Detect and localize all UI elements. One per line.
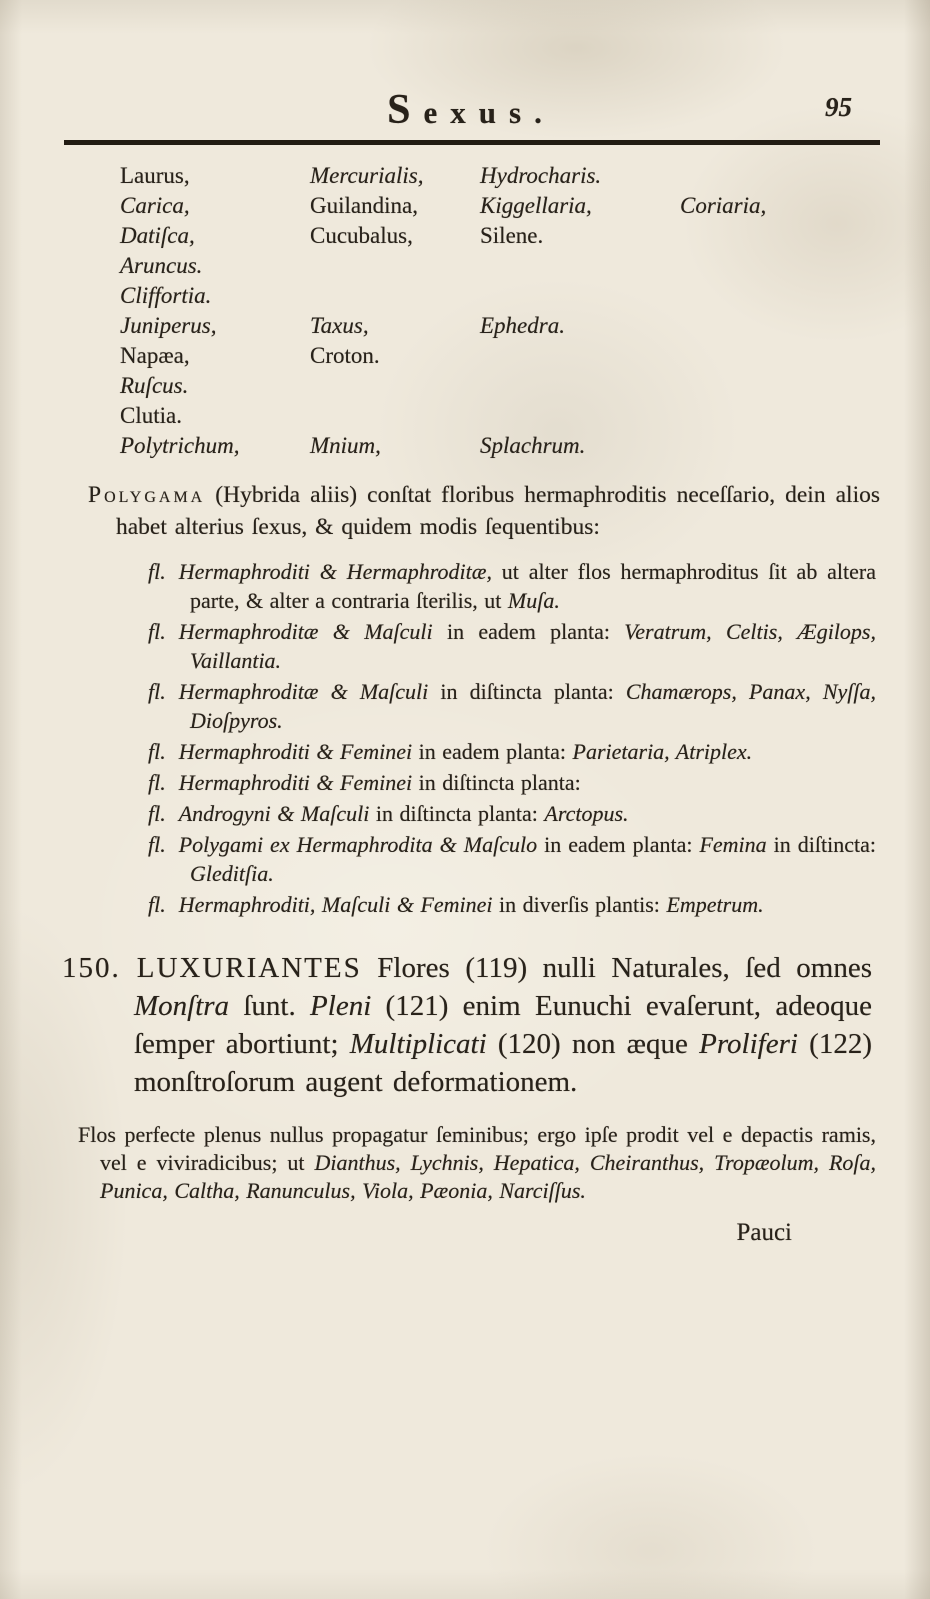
fl-label: fl.	[148, 679, 166, 704]
text-segment: Veratrum, Celtis, Ægilops, Vaillantia.	[190, 619, 876, 673]
text-segment: Empetrum.	[666, 892, 764, 917]
text-segment: in eadem planta:	[412, 739, 573, 764]
text-segment: Femina	[699, 832, 767, 857]
fl-text	[179, 892, 764, 917]
genera-table	[120, 161, 880, 461]
genera-row	[120, 221, 880, 251]
genera-row	[120, 161, 880, 191]
text-segment: Hermaphroditæ & Maſculi	[178, 619, 433, 644]
text-segment: (121) enim Eunuchi evaſerunt, adeoque ſemper abortiunt;	[134, 990, 872, 1060]
genus-name: Splachrum.	[480, 433, 586, 458]
text-segment: Dianthus, Lychnis, Hepatica, Cheiranthus, Tropæolum, Roſa, Punica, Caltha, Ranunculus, Viola, Pæonia, Narciſſus.	[100, 1150, 876, 1203]
fl-item	[148, 557, 876, 615]
text-segment: Chamærops, Panax, Nyſſa, Dioſpyros.	[190, 679, 876, 733]
text-segment: Gleditſia.	[190, 861, 274, 886]
genus-name: Carica,	[120, 193, 190, 218]
genus-name: Taxus,	[310, 313, 369, 338]
section-150-text	[134, 952, 872, 1098]
genus-name: Mercurialis,	[310, 163, 424, 188]
fl-text	[179, 679, 876, 733]
text-segment: Flos perfecte plenus nullus propagatur ſeminibus; ergo ipſe prodit vel e depactis ramis, vel e viviradicibus; ut	[78, 1122, 876, 1175]
fl-text	[179, 832, 876, 886]
fl-text	[179, 559, 876, 613]
fl-item	[148, 737, 876, 766]
genus-name: Laurus,	[120, 163, 190, 188]
genus-name: Datiſca,	[120, 223, 195, 248]
fl-label: fl.	[148, 892, 166, 917]
genus-name: Mnium,	[310, 433, 381, 458]
fl-item	[148, 617, 876, 675]
fl-label: fl.	[148, 559, 166, 584]
polygama-modes-list	[62, 557, 880, 919]
text-segment: Hermaphroditi & Feminei	[178, 770, 413, 795]
text-segment: Polygami ex Hermaphrodita & Maſculo	[178, 832, 538, 857]
genera-row	[120, 431, 880, 461]
text-segment: (Hybrida aliis) conſtat floribus hermaphroditis neceſſario, dein alios habet alterius ſexus, & quidem modis ſequentibus:	[116, 482, 880, 540]
genus-name: Cucubalus,	[310, 223, 413, 248]
genus-name: Guilandina,	[310, 193, 418, 218]
fl-label: fl.	[148, 739, 166, 764]
text-segment: Multiplicati	[349, 1028, 487, 1060]
text-segment: ut alter flos hermaphroditus ſit ab altera parte, & alter a contraria ſterilis, ut	[190, 559, 877, 613]
text-segment: in diſtincta planta:	[428, 679, 626, 704]
genus-name: Napæa,	[120, 343, 190, 368]
text-segment: Androgyni & Maſculi	[178, 801, 370, 826]
fl-label: fl.	[148, 801, 166, 826]
text-segment: Polygama	[88, 482, 206, 508]
flos-note-paragraph	[78, 1121, 876, 1205]
text-segment: in eadem planta:	[537, 832, 700, 857]
text-segment: LUXURIANTES	[136, 952, 362, 984]
header-rule	[64, 140, 880, 145]
text-segment: Parietaria, Atriplex.	[572, 739, 753, 764]
fl-text	[179, 619, 876, 673]
text-segment: Monſtra	[134, 990, 230, 1022]
text-segment: Hermaphroditi, Maſculi & Feminei	[178, 892, 493, 917]
page-number: 95	[825, 92, 852, 122]
text-segment: Arctopus.	[544, 801, 629, 826]
fl-label: fl.	[148, 832, 166, 857]
text-segment: in diverſis plantis:	[492, 892, 667, 917]
catchword: Pauci	[736, 1219, 792, 1246]
text-segment: in diſtincta planta:	[369, 801, 545, 826]
text-segment: Pleni	[310, 990, 372, 1022]
text-segment: in eadem planta:	[432, 619, 625, 644]
text-segment: (122) monſtroſorum augent deformationem.	[134, 1028, 872, 1098]
genus-name: Aruncus.	[120, 253, 203, 278]
text-segment: Muſa.	[507, 588, 560, 613]
genera-row	[120, 191, 880, 221]
genus-name: Clutia.	[120, 403, 182, 428]
genus-name: Silene.	[480, 223, 544, 248]
page-header	[62, 86, 880, 132]
genera-row	[120, 341, 880, 371]
fl-item	[148, 768, 876, 797]
fl-label: fl.	[148, 770, 166, 795]
genera-row	[120, 251, 880, 281]
genera-row	[120, 281, 880, 311]
running-title: Sexus.	[387, 87, 555, 133]
text-segment: Hermaphroditi & Hermaphroditæ,	[178, 559, 492, 584]
text-segment: Hermaphroditæ & Maſculi	[178, 679, 429, 704]
text-segment: Hermaphroditi & Feminei	[178, 739, 413, 764]
text-segment: Flores (119) nulli Naturales, ſed omnes	[361, 952, 872, 984]
fl-item	[148, 799, 876, 828]
text-segment: (120) non æque	[486, 1028, 700, 1060]
fl-text	[179, 801, 629, 826]
genus-name: Ephedra.	[480, 313, 565, 338]
genera-row	[120, 311, 880, 341]
fl-item	[148, 677, 876, 735]
fl-item	[148, 830, 876, 888]
fl-text	[179, 739, 752, 764]
genus-name: Croton.	[310, 343, 380, 368]
genera-row	[120, 371, 880, 401]
text-segment: Proliferi	[699, 1028, 798, 1060]
text-segment: in diſtincta planta:	[412, 770, 581, 795]
genus-name: Cliffortia.	[120, 283, 212, 308]
genera-row	[120, 401, 880, 431]
genus-name: Polytrichum,	[120, 433, 240, 458]
genus-name: Ruſcus.	[120, 373, 189, 398]
fl-label: fl.	[148, 619, 166, 644]
section-150-paragraph	[62, 949, 872, 1101]
text-segment: in diſtincta:	[766, 832, 876, 857]
text-segment: ſunt.	[229, 990, 311, 1022]
genus-name: Juniperus,	[120, 313, 217, 338]
genus-name: Coriaria,	[680, 193, 767, 218]
fl-text	[179, 770, 581, 795]
genus-name: Hydrocharis.	[480, 163, 602, 188]
section-number: 150.	[62, 952, 121, 984]
fl-item	[148, 890, 876, 919]
genus-name: Kiggellaria,	[480, 193, 592, 218]
polygama-paragraph	[88, 479, 880, 543]
